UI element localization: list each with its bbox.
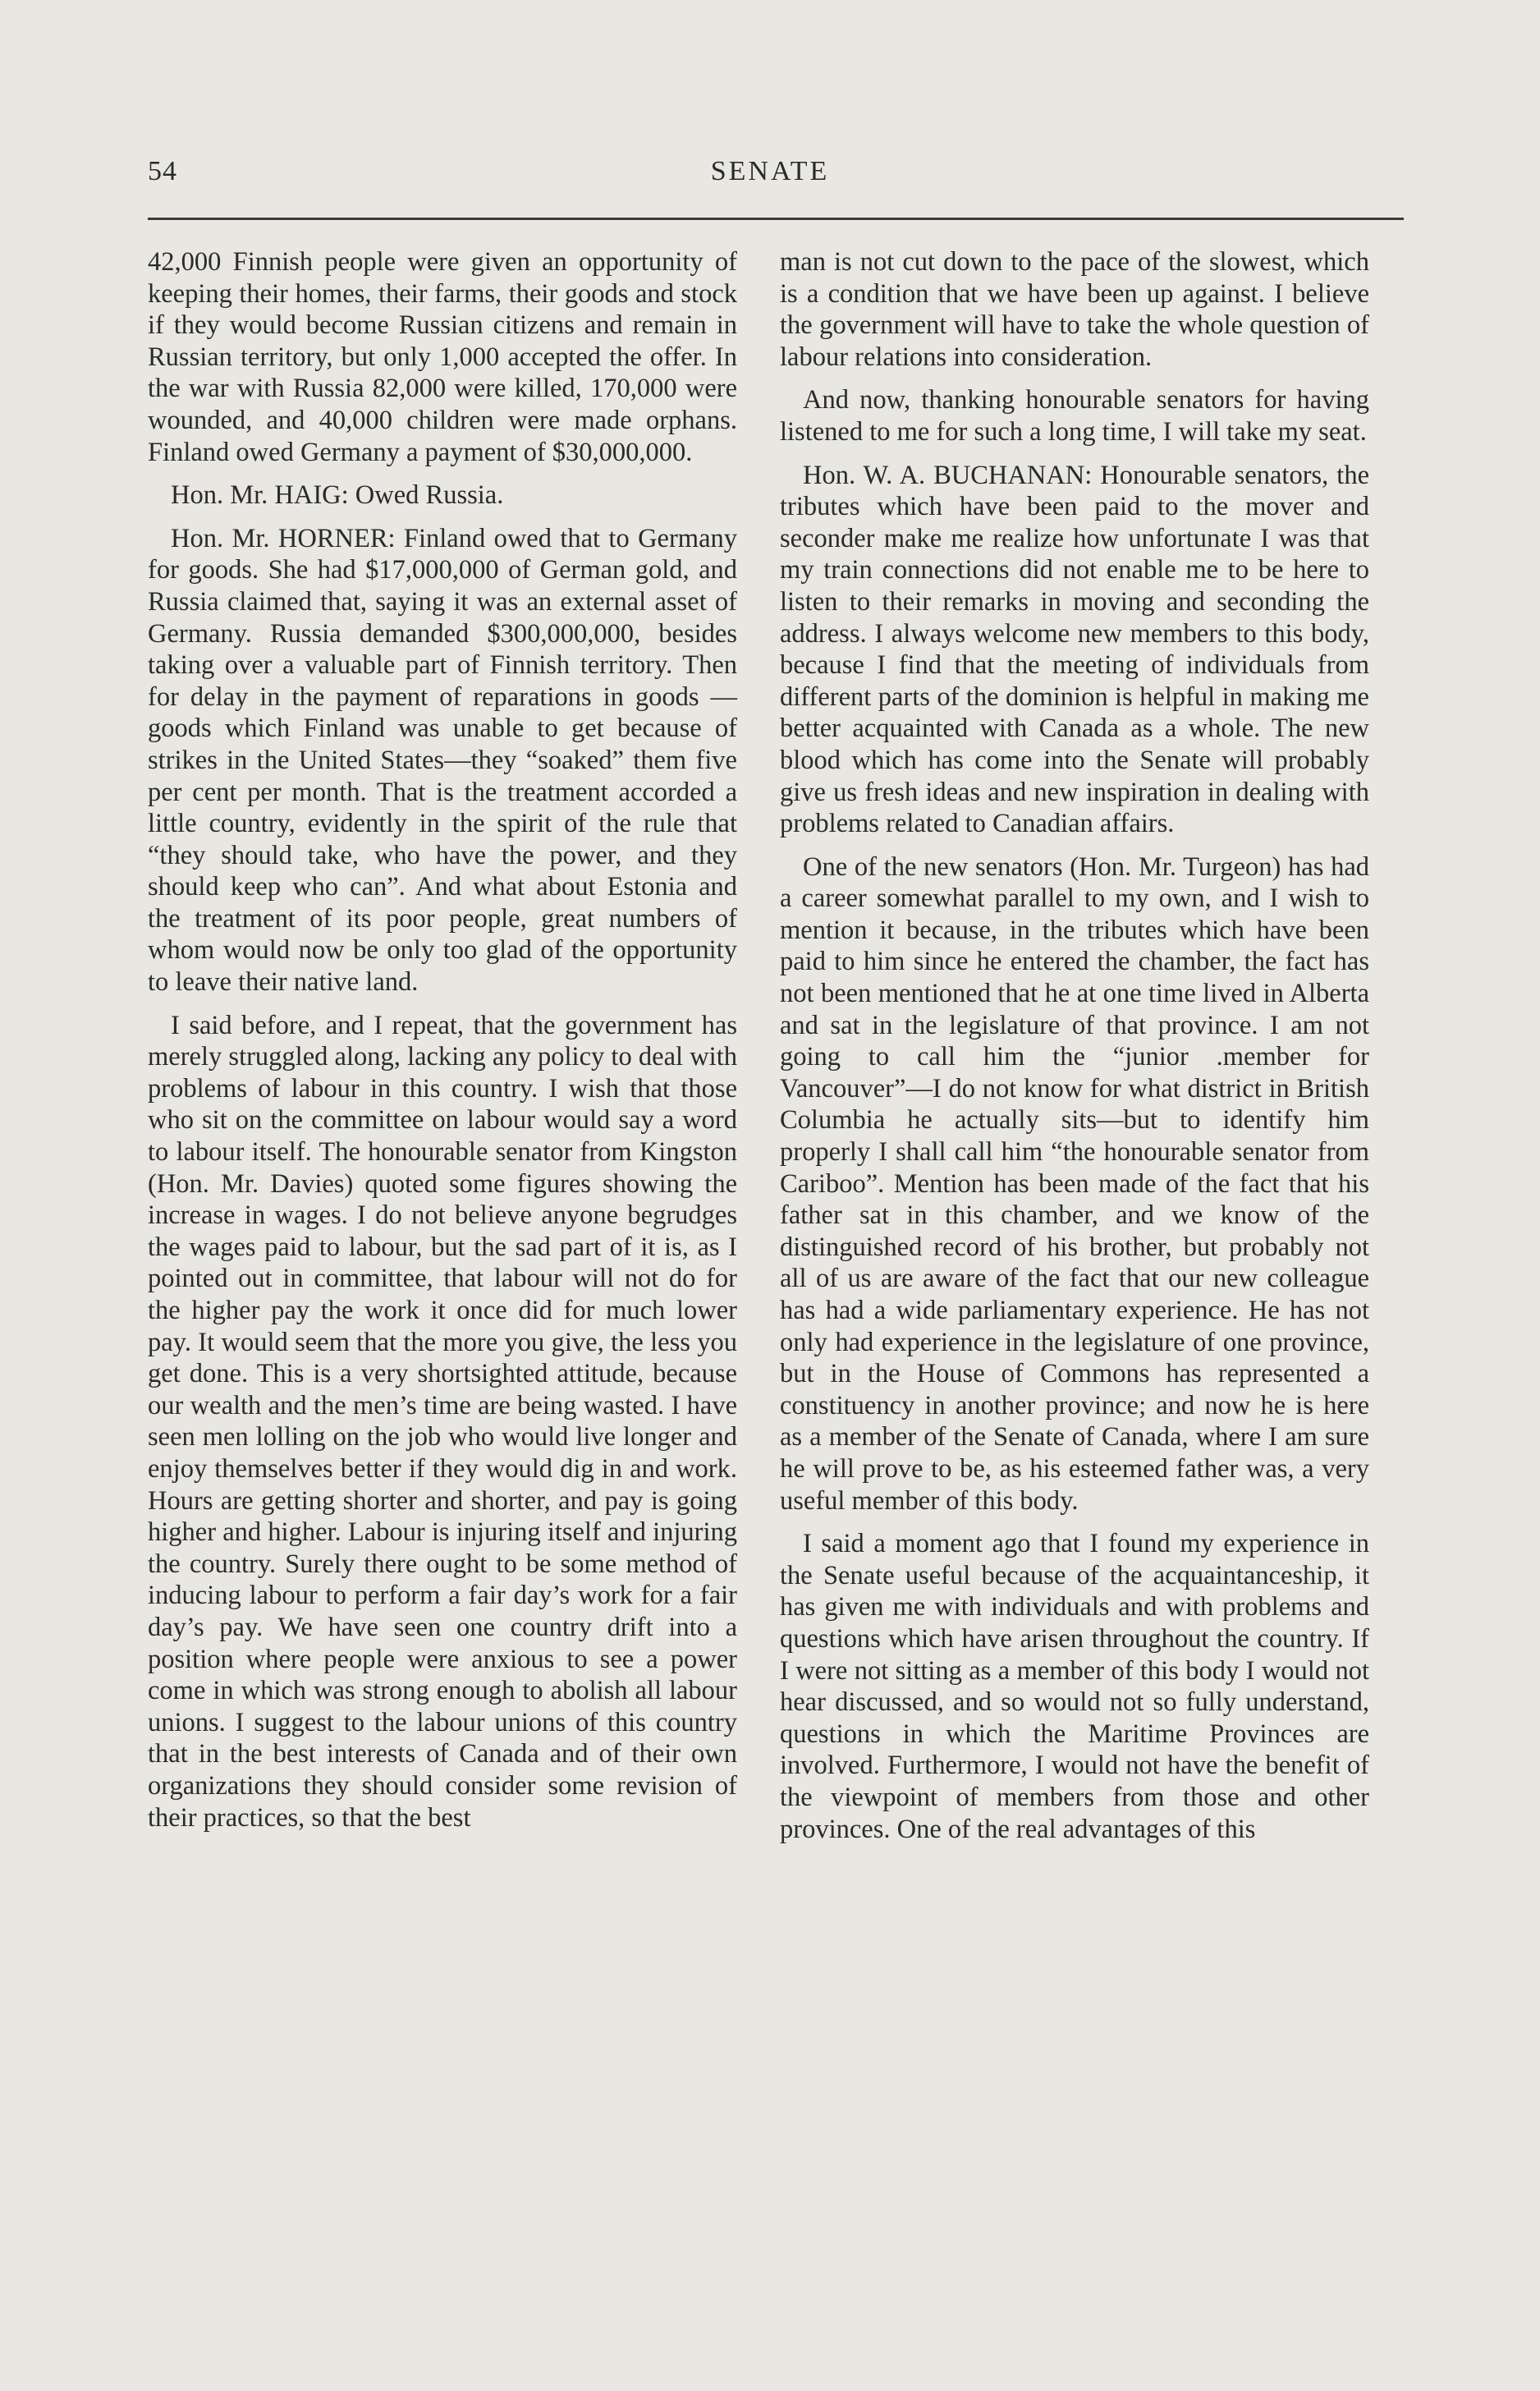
left-column — [148, 246, 737, 1845]
paragraph: One of the new senators (Hon. Mr. Turgeon) has had a career somewhat parallel to my own, and I wish to mention it because, in the tributes which have been paid to him since he entered the chamber, the fact has not been mentioned that he at one time lived in Alberta and sat in the legislature of that province. I am not going to call him the “junior .member for Vancouver”—I do not know for what district in British Columbia he actually sits—but to identify him properly I shall call him “the honourable senator from Cariboo”. Mention has been made of the fact that his father sat in this chamber, and we know of the distinguished record of his brother, but probably not all of us are aware of the fact that our new colleague has had a wide parliamentary experience. He has not only had experience in the legislature of one province, but in the House of Commons has represented a constituency in another province; and now he is here as a member of the Senate of Canada, where I am sure he will prove to be, as his esteemed father was, a very useful member of this body. — [780, 851, 1369, 1516]
paragraph: And now, thanking honourable senators for having listened to me for such a long time, I will take my seat. — [780, 385, 1369, 447]
paragraph: Hon. Mr. HAIG: Owed Russia. — [171, 480, 504, 511]
page-number: 54 — [148, 156, 177, 186]
paragraph: Hon. W. A. BUCHANAN: Honourable senators, the tributes which have been paid to the mover and seconder make me realize how unfortunate I was that my train connections did not enable me to be here to listen to their remarks in moving and seconding the address. I always welcome new members to this body, because I find that the meeting of individuals from different parts of the dominion is helpful in making me better acquainted with Canada as a whole. The new blood which has come into the Senate will probably give us fresh ideas and new inspiration in dealing with problems related to Canadian affairs. — [780, 460, 1369, 839]
right-column — [780, 246, 1369, 1856]
running-header-title: SENATE — [710, 156, 830, 186]
paragraph: 42,000 Finnish people were given an opportunity of keeping their homes, their farms, their goods and stock if they would become Russian citizens and remain in Russian territory, but only 1,000 accepted the offer. In the war with Russia 82,000 were killed, 170,000 were wounded, and 40,000 children were made orphans. Finland owed Germany a payment of $30,000,000. — [148, 247, 737, 467]
paragraph: Hon. Mr. HORNER: Finland owed that to Germany for goods. She had $17,000,000 of German gold, and Russia claimed that, saying it was an external asset of Germany. Russia demanded $300,000,000, besides taking over a valuable part of Finnish territory. Then for delay in the payment of reparations in goods —goods which Finland was unable to get because of strikes in the United States—they “soaked” them five per cent per month. That is the treatment accorded a little country, evidently in the spirit of the rule that “they should take, who have the power, and they should keep who can”. And what about Estonia and the treatment of its poor people, great numbers of whom would now be only too glad of the opportunity to leave their native land. — [148, 523, 737, 998]
paragraph: I said before, and I repeat, that the government has merely struggled along, lacking any policy to deal with problems of labour in this country. I wish that those who sit on the committee on labour would say a word to labour itself. The honourable senator from Kingston (Hon. Mr. Davies) quoted some figures showing the increase in wages. I do not believe anyone begrudges the wages paid to labour, but the sad part of it is, as I pointed out in committee, that labour will not do for the higher pay the work it once did for much lower pay. It would seem that the more you give, the less you get done. This is a very shortsighted attitude, because our wealth and the men’s time are being wasted. I have seen men lolling on the job who would live longer and enjoy themselves better if they would dig in and work. Hours are getting shorter and shorter, and pay is going higher and higher. Labour is injuring itself and injuring the country. Surely there ought to be some method of inducing labour to perform a fair day’s work for a fair day’s pay. We have seen one country drift into a position where people were anxious to see a power come in which was strong enough to abolish all labour unions. I suggest to the labour unions of this country that in the best interests of Canada and of their own organizations they should consider some revision of their practices, so that the best — [148, 1010, 737, 1833]
header-rule — [148, 218, 1404, 220]
paragraph: man is not cut down to the pace of the slowest, which is a condition that we have been up against. I believe the government will have to take the whole question of labour relations into consideration. — [780, 247, 1369, 372]
paragraph: I said a moment ago that I found my experience in the Senate useful because of the acquaintanceship, it has given me with individuals and with problems and questions which have arisen throughout the country. If I were not sitting as a member of this body I would not hear discussed, and so would not so fully understand, questions in which the Maritime Provinces are involved. Furthermore, I would not have the benefit of the viewpoint of members from those and other provinces. One of the real advantages of this — [780, 1529, 1369, 1844]
